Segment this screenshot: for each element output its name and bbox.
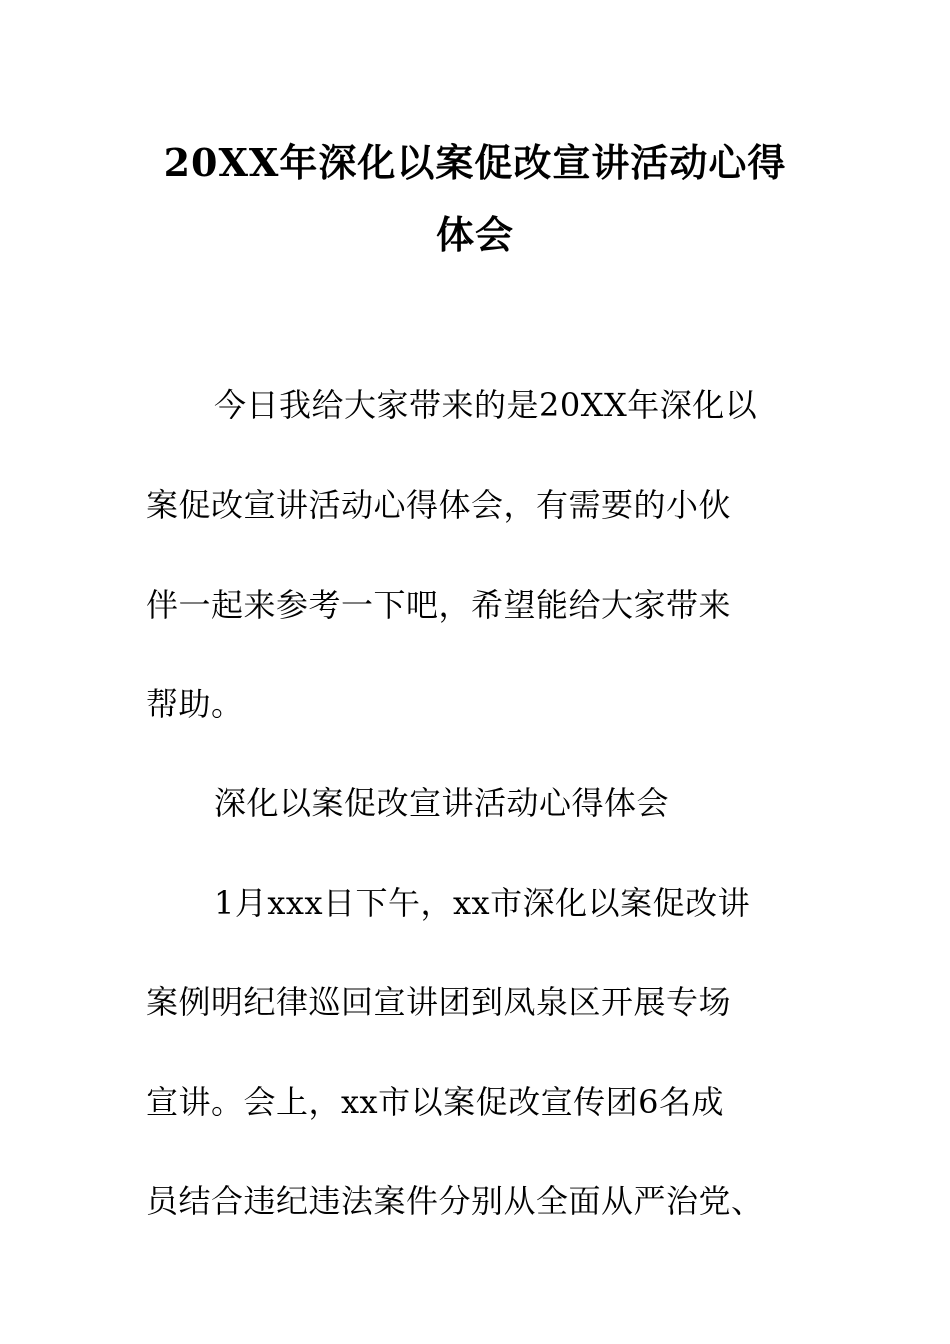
document-title-line-1: 20XX年深化以案促改宣讲活动心得: [163, 140, 787, 185]
body-line-8: 宣讲。会上，xx市以案促改宣传团6名成: [146, 1083, 724, 1121]
body-line-3: 伴一起来参考一下吧，希望能给大家带来: [146, 586, 732, 624]
body-line-2: 案促改宣讲活动心得体会，有需要的小伙: [146, 486, 732, 524]
body-line-4: 帮助。: [146, 685, 244, 723]
body-line-9: 员结合违纪违法案件分别从全面从严治党、: [146, 1182, 764, 1220]
body-line-6: 1月xxx日下午，xx市深化以案促改讲: [214, 884, 751, 922]
body-line-5-subheading: 深化以案促改宣讲活动心得体会: [214, 784, 670, 822]
body-line-7: 案例明纪律巡回宣讲团到凤泉区开展专场: [146, 983, 732, 1021]
body-line-1: 今日我给大家带来的是20XX年深化以: [214, 386, 758, 424]
document-title-line-2: 体会: [435, 212, 514, 257]
